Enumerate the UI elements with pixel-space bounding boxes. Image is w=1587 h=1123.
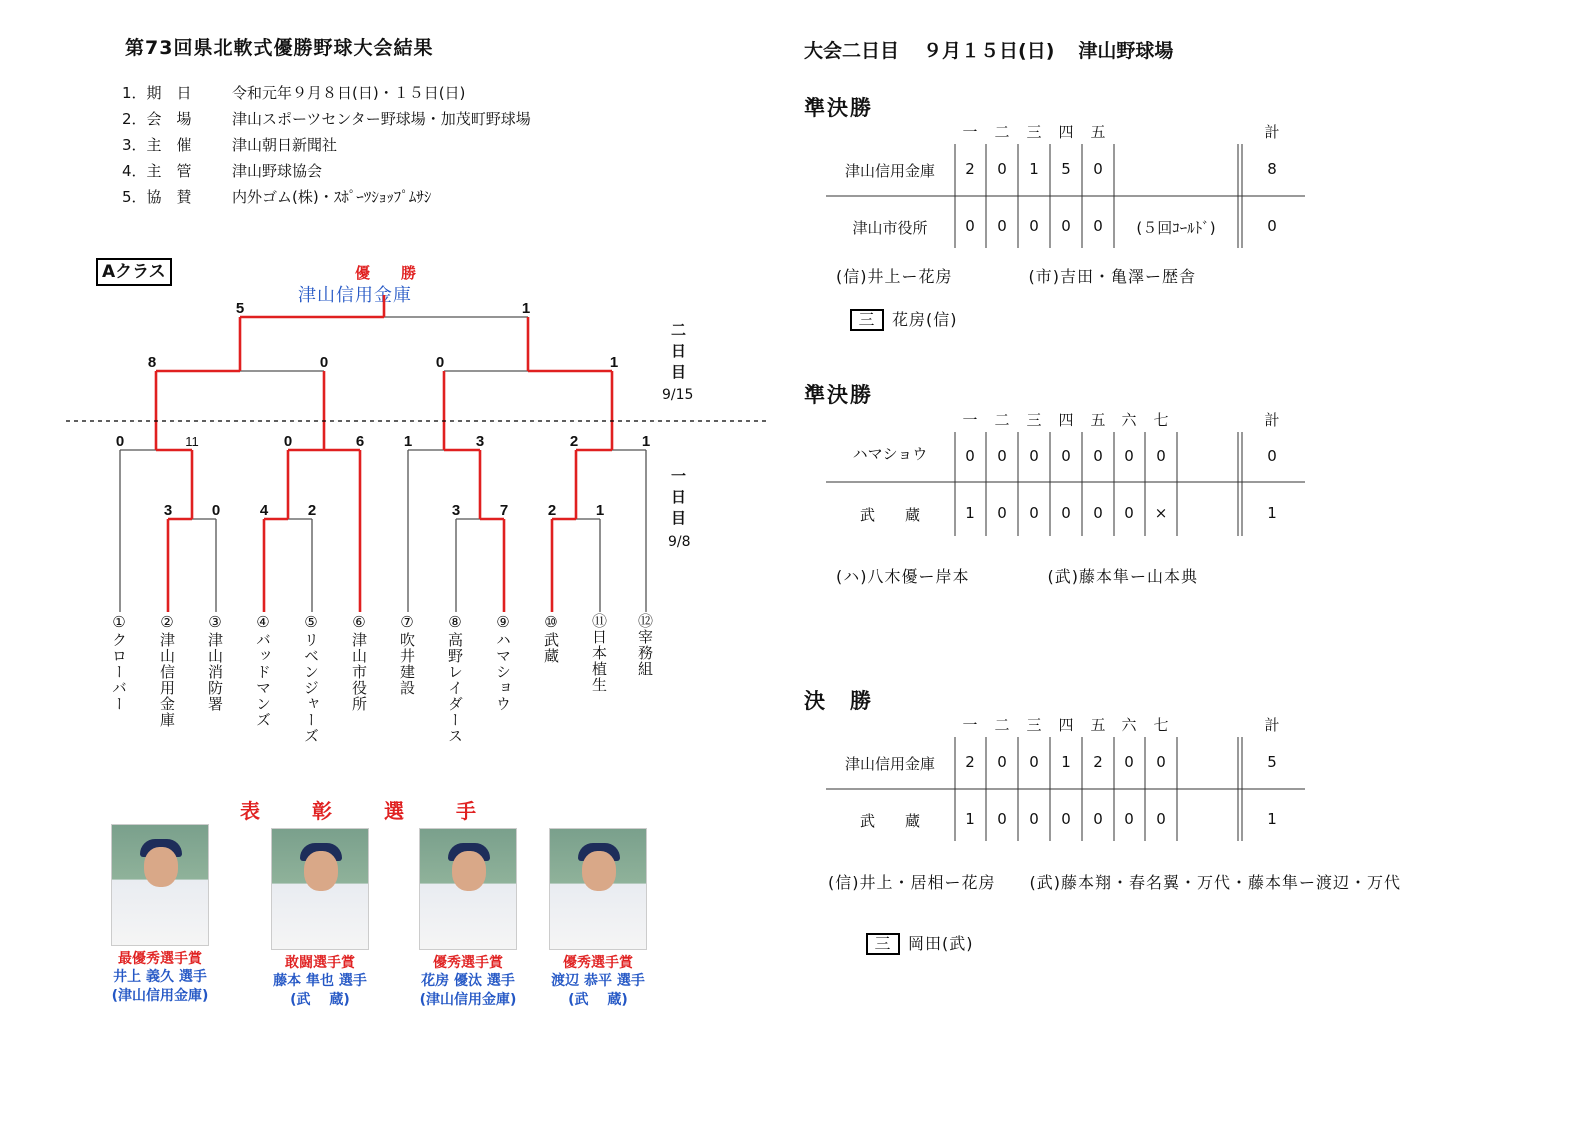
triple-player: 岡田(武) xyxy=(908,934,974,953)
score-note: (５回ｺｰﾙﾄﾞ) xyxy=(1136,219,1216,237)
score-cell: 0 xyxy=(1156,753,1166,771)
score-cell: 1 xyxy=(1061,753,1071,771)
champion-name: 津山信用金庫 xyxy=(298,285,412,306)
battery-team: (市)吉田・亀澤ー歴舎 xyxy=(1028,267,1196,286)
game-title: 準決勝 xyxy=(804,383,873,407)
scoreboard-grid xyxy=(820,140,1320,252)
score-cell: 0 xyxy=(1029,753,1039,771)
player-team: (津山信用金庫) xyxy=(419,992,517,1008)
score-cell: 0 xyxy=(1029,447,1039,465)
score-cell: 2 xyxy=(1093,753,1103,771)
inning-header: 二 xyxy=(994,716,1010,734)
awards-heading xyxy=(240,795,528,824)
triple-player: 花房(信) xyxy=(892,310,958,329)
score-r1: 1 xyxy=(595,502,605,519)
triple-line xyxy=(866,931,974,955)
info-value: 津山野球協会 xyxy=(232,162,323,180)
team-cell: 津山信用金庫 xyxy=(844,755,935,773)
inning-header: 五 xyxy=(1090,411,1106,429)
battery-line xyxy=(836,264,1196,287)
score-final: 1 xyxy=(521,300,531,317)
score-cell: 0 xyxy=(997,160,1007,178)
team-cell: 武 蔵 xyxy=(859,506,920,524)
score-cell: × xyxy=(1154,504,1168,522)
player-name: 藤本 隼也 選手 xyxy=(273,973,367,989)
score-cell: 0 xyxy=(1029,810,1039,828)
bracket-lines-red xyxy=(156,295,612,612)
team-name: ⑧高野レイダース xyxy=(446,613,464,744)
score-cell: 0 xyxy=(1124,504,1134,522)
score-cell: 0 xyxy=(1124,753,1134,771)
award-title: 敢闘選手賞 xyxy=(285,955,355,971)
battery-team: (武)藤本翔・春名翼・万代・藤本隼ー渡辺・万代 xyxy=(1029,873,1401,892)
total-header: 計 xyxy=(1264,716,1280,734)
day2-heading-date: ９月１５日(日) xyxy=(923,40,1055,62)
team-name: ⑨ハマショウ xyxy=(494,613,512,712)
bracket-lines-black xyxy=(120,317,646,612)
player-name: 花房 優汰 選手 xyxy=(421,973,515,989)
score-r2: 1 xyxy=(641,433,651,450)
score-r1: 4 xyxy=(259,502,269,519)
award-title: 優秀選手賞 xyxy=(563,955,633,971)
player-name: 井上 義久 選手 xyxy=(113,969,207,985)
score-r2: 1 xyxy=(403,433,413,450)
team-name: ③津山消防署 xyxy=(206,613,224,712)
score-cell: 0 xyxy=(1093,810,1103,828)
score-cell: 0 xyxy=(997,753,1007,771)
player-photo xyxy=(549,828,647,950)
info-key: 3．主 催 xyxy=(122,136,192,154)
player-team: (武 蔵) xyxy=(568,992,628,1008)
inning-header: 七 xyxy=(1153,411,1169,429)
total-cell: 1 xyxy=(1267,504,1277,522)
score-cell: 0 xyxy=(1124,810,1134,828)
info-key: 4．主 管 xyxy=(122,162,192,180)
player-photo xyxy=(419,828,517,950)
team-name: ⑪日本植生 xyxy=(590,613,608,693)
score-r1: 3 xyxy=(451,502,461,519)
inning-header: 一 xyxy=(962,123,978,141)
battery-team: (信)井上・居相ー花房 xyxy=(828,873,996,892)
inning-header: 三 xyxy=(1026,716,1042,734)
day2-heading-venue: 津山野球場 xyxy=(1078,40,1174,62)
award-title: 優秀選手賞 xyxy=(433,955,503,971)
day2-heading-label: 大会二日目 xyxy=(804,40,900,62)
team-name: ②津山信用金庫 xyxy=(158,613,176,728)
team-name: ④バッドマンズ xyxy=(254,613,272,728)
team-name: ⑦吹井建設 xyxy=(398,613,416,696)
team-name: ⑥津山市役所 xyxy=(350,613,368,712)
champion-label: 優 勝 xyxy=(355,264,425,282)
score-sf: 0 xyxy=(435,354,445,371)
team-cell: 武 蔵 xyxy=(859,812,920,830)
battery-line xyxy=(828,870,1401,893)
score-cell: 1 xyxy=(965,810,975,828)
score-cell: 0 xyxy=(1061,810,1071,828)
info-key: 5．協 賛 xyxy=(122,188,192,206)
team-name: ⑫宰務組 xyxy=(636,613,654,677)
total-header: 計 xyxy=(1264,123,1280,141)
total-header: 計 xyxy=(1264,411,1280,429)
scoreboard-grid xyxy=(820,428,1320,540)
game-title: 決 勝 xyxy=(804,689,873,713)
inning-header: 一 xyxy=(962,716,978,734)
team-cell: 津山信用金庫 xyxy=(844,162,935,180)
day2-label: 二日目 xyxy=(669,322,687,385)
score-r1: 2 xyxy=(307,502,317,519)
score-cell: 2 xyxy=(965,160,975,178)
day1-date: 9/8 xyxy=(668,534,691,550)
score-cell: 0 xyxy=(1093,217,1103,235)
inning-header: 五 xyxy=(1090,716,1106,734)
awards-heading-char: 選 xyxy=(384,799,404,823)
score-cell: 0 xyxy=(1156,810,1166,828)
info-value: 内外ゴム(株)・ｽﾎﾟｰﾂｼｮｯﾌﾟﾑｻｼ xyxy=(232,188,432,206)
total-cell: 0 xyxy=(1267,217,1277,235)
score-r1: 7 xyxy=(499,502,509,519)
score-r1: 3 xyxy=(163,502,173,519)
score-cell: 0 xyxy=(1061,504,1071,522)
score-cell: 5 xyxy=(1061,160,1071,178)
score-cell: 0 xyxy=(1093,447,1103,465)
inning-header: 二 xyxy=(994,411,1010,429)
triple-mark: 三 xyxy=(850,309,884,331)
score-r2: 0 xyxy=(283,433,293,450)
score-cell: 0 xyxy=(1124,447,1134,465)
info-value: 津山朝日新聞社 xyxy=(232,136,338,154)
class-label: Aクラス xyxy=(96,258,172,286)
award-player xyxy=(398,828,538,1010)
inning-header: 二 xyxy=(994,123,1010,141)
player-team: (津山信用金庫) xyxy=(111,988,209,1004)
score-cell: 0 xyxy=(997,447,1007,465)
scoreboard-grid xyxy=(820,733,1320,845)
score-r1: 2 xyxy=(547,502,557,519)
total-cell: 5 xyxy=(1267,753,1277,771)
day2-date: 9/15 xyxy=(662,387,694,403)
inning-header: 一 xyxy=(962,411,978,429)
score-cell: 0 xyxy=(965,217,975,235)
score-cell: 0 xyxy=(997,504,1007,522)
team-name: ⑤リベンジャーズ xyxy=(302,613,320,744)
battery-team: (ハ)八木優ー岸本 xyxy=(836,567,970,586)
awards-heading-char: 手 xyxy=(456,799,476,823)
score-r2: 3 xyxy=(475,433,485,450)
award-title: 最優秀選手賞 xyxy=(118,951,202,967)
total-cell: 0 xyxy=(1267,447,1277,465)
battery-team: (信)井上ー花房 xyxy=(836,267,953,286)
score-cell: 1 xyxy=(1029,160,1039,178)
score-cell: 0 xyxy=(1093,504,1103,522)
score-r2: 0 xyxy=(115,433,125,450)
player-team: (武 蔵) xyxy=(290,992,350,1008)
team-name: ⑩武蔵 xyxy=(542,613,560,664)
score-cell: 0 xyxy=(997,810,1007,828)
triple-line xyxy=(850,307,958,331)
team-name: ①クローバー xyxy=(110,613,128,712)
player-name: 渡辺 恭平 選手 xyxy=(551,973,645,989)
score-cell: 0 xyxy=(1061,217,1071,235)
score-cell: 0 xyxy=(1156,447,1166,465)
score-r2: 11 xyxy=(185,434,199,449)
score-cell: 0 xyxy=(1029,504,1039,522)
battery-team: (武)藤本隼ー山本典 xyxy=(1047,567,1198,586)
team-cell: 津山市役所 xyxy=(852,219,928,237)
day1-label: 一日目 xyxy=(669,468,687,531)
inning-header: 四 xyxy=(1058,716,1074,734)
score-r2: 6 xyxy=(355,433,365,450)
score-cell: 0 xyxy=(1061,447,1071,465)
score-cell: 1 xyxy=(965,504,975,522)
team-cell: ハマショウ xyxy=(852,445,928,463)
score-final: 5 xyxy=(235,300,245,317)
page-title: 第73回県北軟式優勝野球大会結果 xyxy=(125,37,434,59)
info-value: 令和元年９月８日(日)・１５日(日) xyxy=(232,84,466,102)
score-r1: 0 xyxy=(211,502,221,519)
info-value: 津山スポーツセンター野球場・加茂町野球場 xyxy=(232,110,531,128)
inning-header: 三 xyxy=(1026,411,1042,429)
info-key: 2．会 場 xyxy=(122,110,192,128)
day2-heading xyxy=(804,36,1197,63)
score-cell: 2 xyxy=(965,753,975,771)
score-sf: 1 xyxy=(609,354,619,371)
awards-heading-char: 表 xyxy=(240,799,260,823)
inning-header: 四 xyxy=(1058,411,1074,429)
score-cell: 0 xyxy=(965,447,975,465)
score-cell: 0 xyxy=(1029,217,1039,235)
score-r2: 2 xyxy=(569,433,579,450)
inning-header: 五 xyxy=(1090,123,1106,141)
score-sf: 0 xyxy=(319,354,329,371)
award-player xyxy=(250,828,390,1010)
total-cell: 1 xyxy=(1267,810,1277,828)
info-key: 1．期 日 xyxy=(122,84,192,102)
game-title: 準決勝 xyxy=(804,96,873,120)
inning-header: 七 xyxy=(1153,716,1169,734)
inning-header: 四 xyxy=(1058,123,1074,141)
score-cell: 0 xyxy=(1093,160,1103,178)
awards-heading-char: 彰 xyxy=(312,799,332,823)
player-photo xyxy=(271,828,369,950)
player-photo xyxy=(111,824,209,946)
inning-header: 六 xyxy=(1121,716,1137,734)
inning-header: 六 xyxy=(1121,411,1137,429)
award-player xyxy=(528,828,668,1010)
score-sf: 8 xyxy=(147,354,157,371)
award-player xyxy=(90,824,230,1006)
inning-header: 三 xyxy=(1026,123,1042,141)
triple-mark: 三 xyxy=(866,933,900,955)
battery-line xyxy=(836,564,1198,587)
total-cell: 8 xyxy=(1267,160,1277,178)
score-cell: 0 xyxy=(997,217,1007,235)
